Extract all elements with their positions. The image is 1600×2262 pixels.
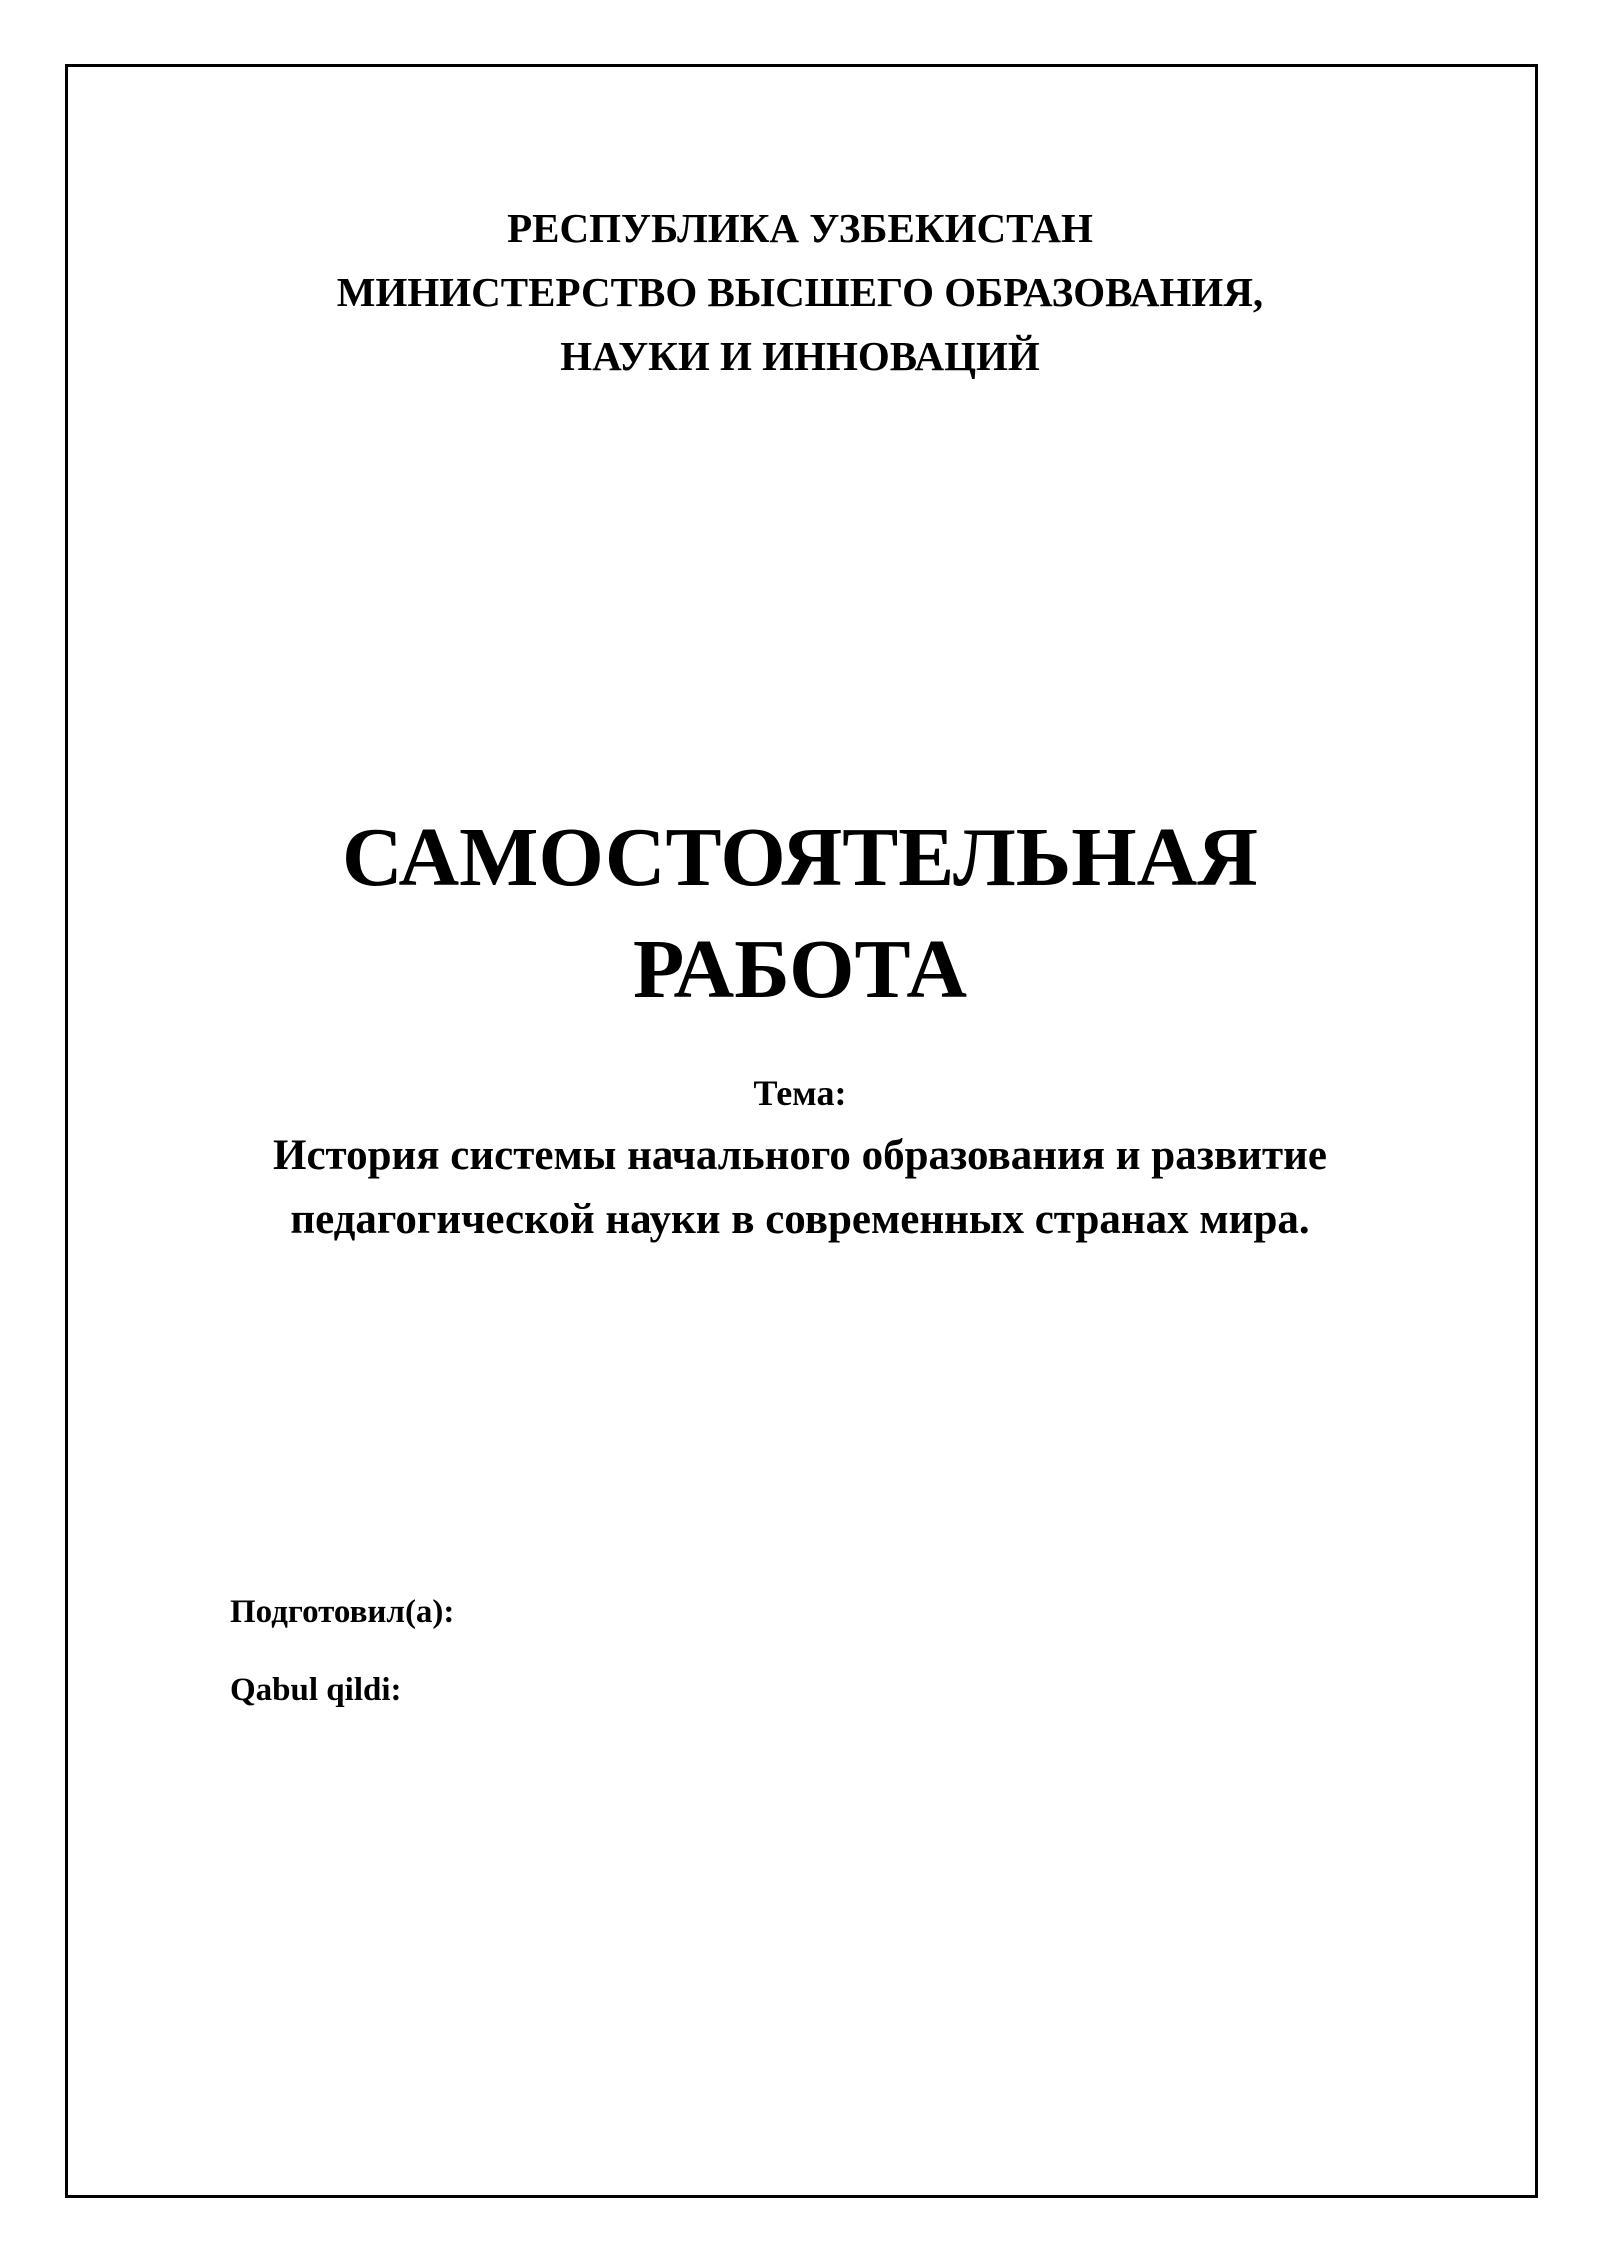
organization-header xyxy=(0,196,1600,388)
title-line-1: САМОСТОЯТЕЛЬНАЯ xyxy=(342,811,1258,904)
theme-line-1: История системы начального образования и развитие xyxy=(273,1132,1327,1179)
accepted-by-label: Qabul qildi: xyxy=(230,1672,402,1708)
header-line-ministry: МИНИСТЕРСТВО ВЫСШЕГО ОБРАЗОВАНИЯ, xyxy=(336,269,1264,315)
theme-text xyxy=(0,1124,1600,1252)
header-line-ministry-cont: НАУКИ И ИННОВАЦИЙ xyxy=(560,333,1040,379)
theme-line-2: педагогической науки в современных странах мира. xyxy=(290,1196,1310,1243)
document-title xyxy=(0,802,1600,1026)
theme-label: Тема: xyxy=(753,1073,847,1113)
header-line-country: РЕСПУБЛИКА УЗБЕКИСТАН xyxy=(507,205,1093,251)
prepared-by-label: Подготовил(а): xyxy=(230,1594,455,1630)
title-line-2: РАБОТА xyxy=(632,923,968,1016)
